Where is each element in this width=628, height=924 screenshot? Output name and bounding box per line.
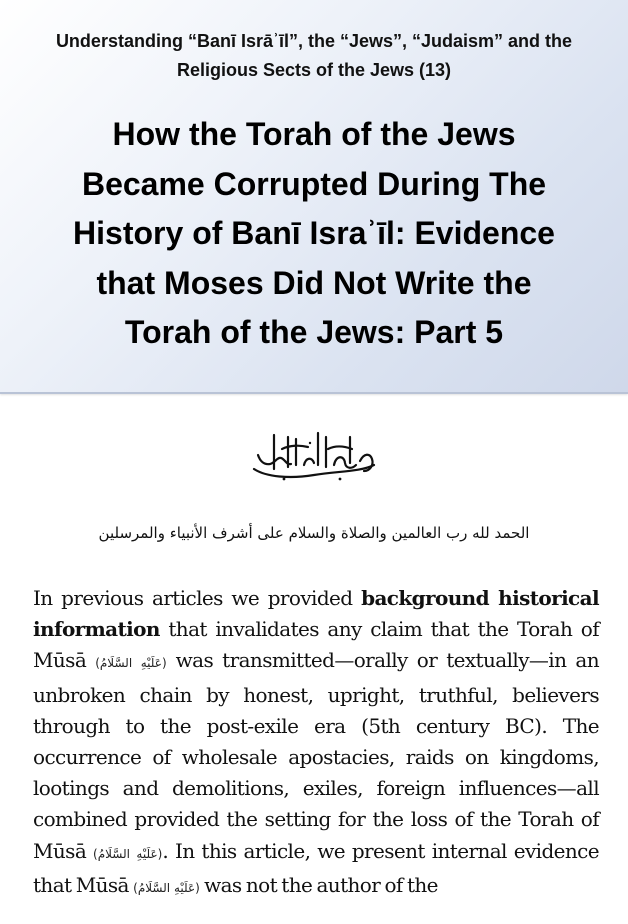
honorific: (عَلَيْهِ السَّلَامُ) (93, 846, 163, 861)
honorific: (عَلَيْهِ السَّلَامُ) (133, 880, 200, 895)
series-title-line-1: Understanding “Banī Isrāʾīl”, the “Jews”, “Judaism” and the (55, 31, 573, 51)
series-title-line-2: Religious Sects of the Jews (13) (176, 60, 452, 80)
article-header (0, 0, 628, 394)
opening-dua: الحمد لله رب العالمين والصلاة والسلام على أشرف الأنبياء والمرسلين (98, 524, 530, 542)
article-title-line-2: Became Corrupted During The (81, 165, 547, 202)
basmala-calligraphy (244, 425, 384, 489)
bold-phrase: background historical information (33, 586, 599, 642)
honorific: (عَلَيْهِ السَّلَامُ) (95, 656, 167, 671)
paragraph-text: . In this article, we present internal evidence that Mūsā (33, 838, 600, 897)
article-title-line-3: History of Banī Israʾīl: Evidence (73, 215, 555, 251)
paragraph-text: was transmitted—orally or textually—in an unbroken chain by honest, upright, truthful, believers through to the post-exile era (5th century BC). The occurrence of wholesale apostacies, raids on kingdoms, lootings and demolitions, exiles, foreign influences—all combined provided the setting for the loss of the Torah of Mūsā (33, 648, 599, 863)
paragraph-text: that invalidates any claim that the Torah of Mūsā (33, 617, 599, 673)
article-title-line-4: that Moses Did Not Write the (96, 264, 532, 301)
paragraph-text: was not the author of the (199, 872, 438, 897)
article-title-line-5: Torah of the Jews: Part 5 (124, 314, 504, 350)
article-title (10, 110, 618, 358)
series-title (10, 27, 618, 85)
paragraph-text: In previous articles we provided (33, 586, 362, 610)
article-body (33, 583, 599, 904)
article-title-line-1: How the Torah of the Jews (112, 116, 516, 152)
